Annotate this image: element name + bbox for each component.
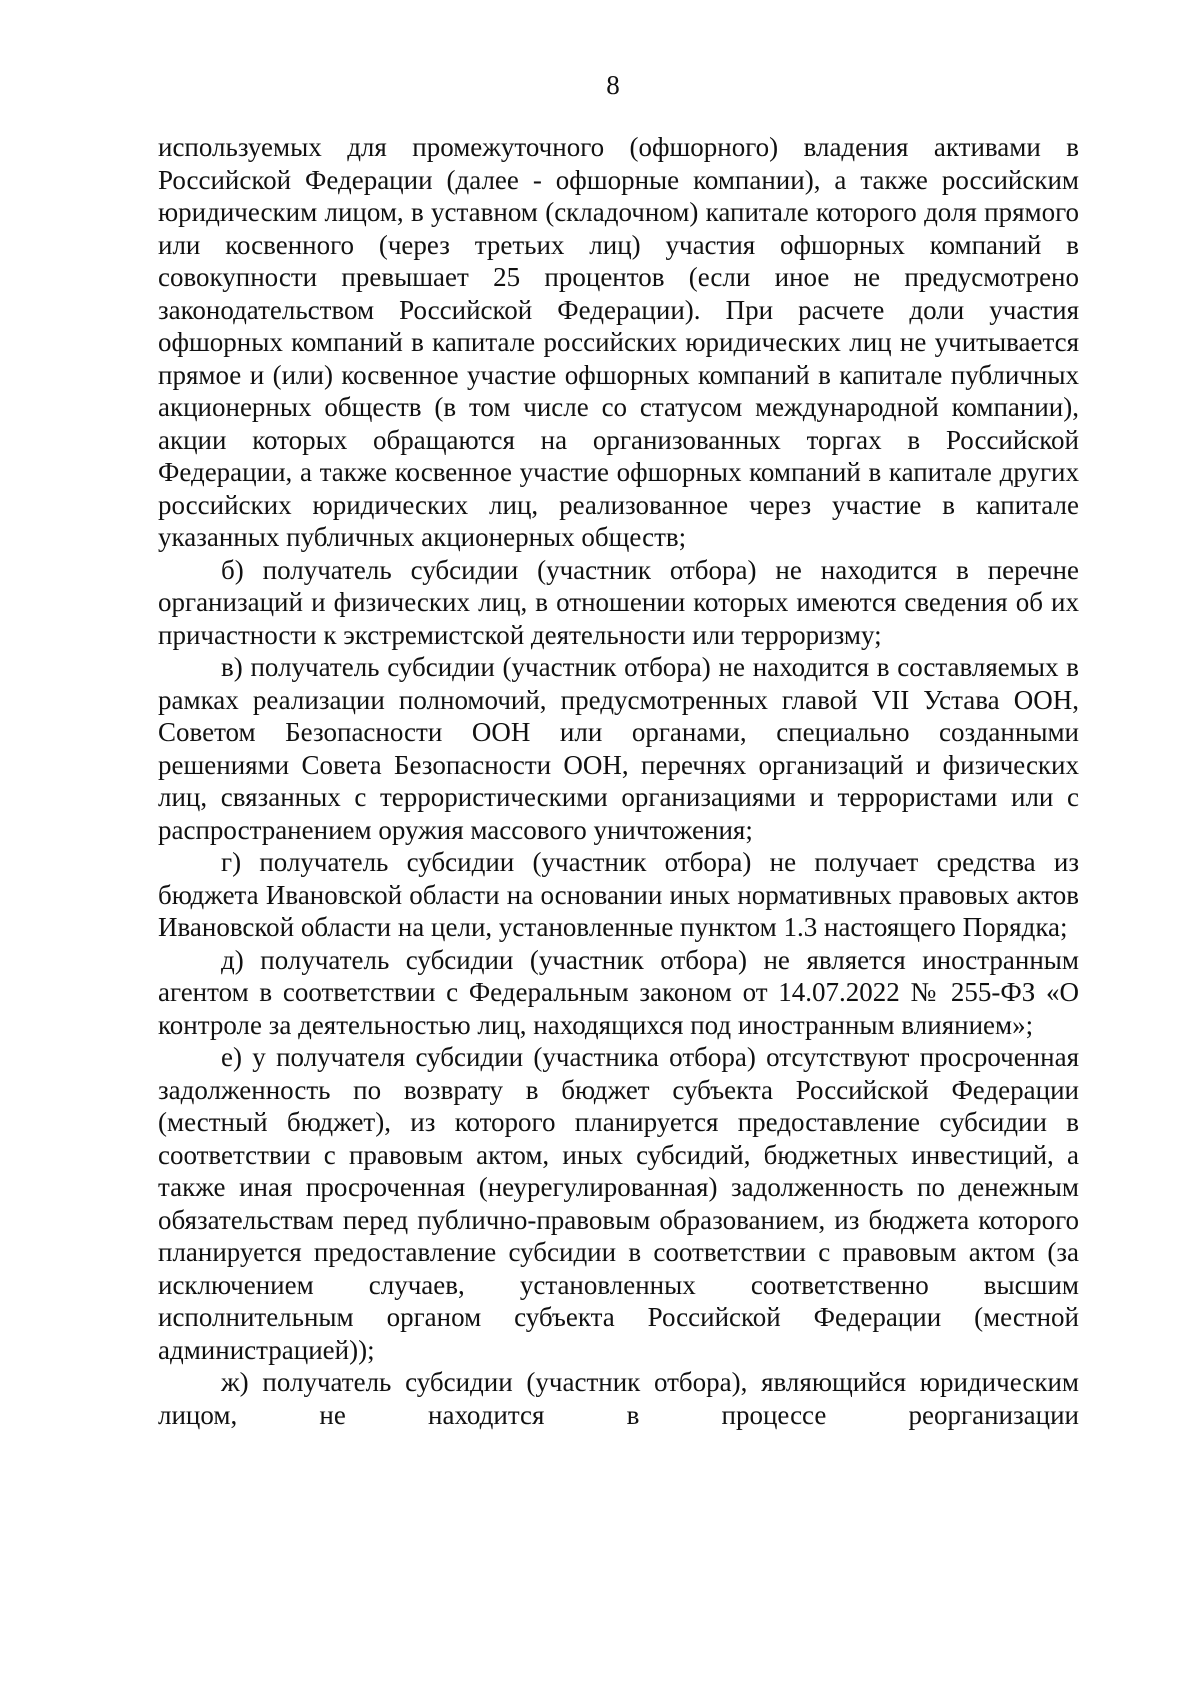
page-number: 8: [606, 70, 620, 100]
paragraph-item-e: е) у получателя субсидии (участника отбора) отсутствуют просроченная задолженность по возврату в бюджет субъекта Российской Федерации (местный бюджет), из которого планируется предоставление субсидии в соответствии с правовым актом, иных субсидий, бюджетных инвестиций, а также иная просроченная (неурегулированная) задолженность по денежным обязательствам перед публично-правовым образованием, из бюджета которого планируется предоставление субсидии в соответствии с правовым актом (за исключением случаев, установленных соответственно высшим исполнительным органом субъекта Российской Федерации (местной администрацией));: [158, 1042, 1079, 1365]
paragraph-item-b: б) получатель субсидии (участник отбора) не находится в перечне организаций и физических лиц, в отношении которых имеются сведения об их причастности к экстремистской деятельности или терроризму;: [158, 554, 1079, 650]
paragraph-item-d: д) получатель субсидии (участник отбора) не является иностранным агентом в соответствии с Федеральным законом от 14.07.2022 № 255-ФЗ «О контроле за деятельностью лиц, находящихся под иностранным влиянием»;: [158, 944, 1079, 1040]
document-body: [158, 131, 1079, 1431]
paragraph-item-zh: ж) получатель субсидии (участник отбора), являющийся юридическим лицом, не находится в процессе реорганизации: [158, 1367, 1079, 1430]
paragraph-continuation: используемых для промежуточного (офшорного) владения активами в Российской Федерации (далее - офшорные компании), а также российским юридическим лицом, в уставном (складочном) капитале которого доля прямого или косвенного (через третьих лиц) участия офшорных компаний в совокупности превышает 25 процентов (если иное не предусмотрено законодательством Российской Федерации). При расчете доли участия офшорных компаний в капитале российских юридических лиц не учитывается прямое и (или) косвенное участие офшорных компаний в капитале публичных акционерных обществ (в том числе со статусом международной компании), акции которых обращаются на организованных торгах в Российской Федерации, а также косвенное участие офшорных компаний в капитале других российских юридических лиц, реализованное через участие в капитале указанных публичных акционерных обществ;: [158, 132, 1079, 552]
paragraph-item-g: г) получатель субсидии (участник отбора) не получает средства из бюджета Ивановской области на основании иных нормативных правовых актов Ивановской области на цели, установленные пунктом 1.3 настоящего Порядка;: [158, 847, 1079, 942]
paragraph-item-v: в) получатель субсидии (участник отбора) не находится в составляемых в рамках реализации полномочий, предусмотренных главой VII Устава ООН, Советом Безопасности ООН или органами, специально созданными решениями Совета Безопасности ООН, перечнях организаций и физических лиц, связанных с террористическими организациями и террористами или с распространением оружия массового уничтожения;: [158, 652, 1079, 845]
